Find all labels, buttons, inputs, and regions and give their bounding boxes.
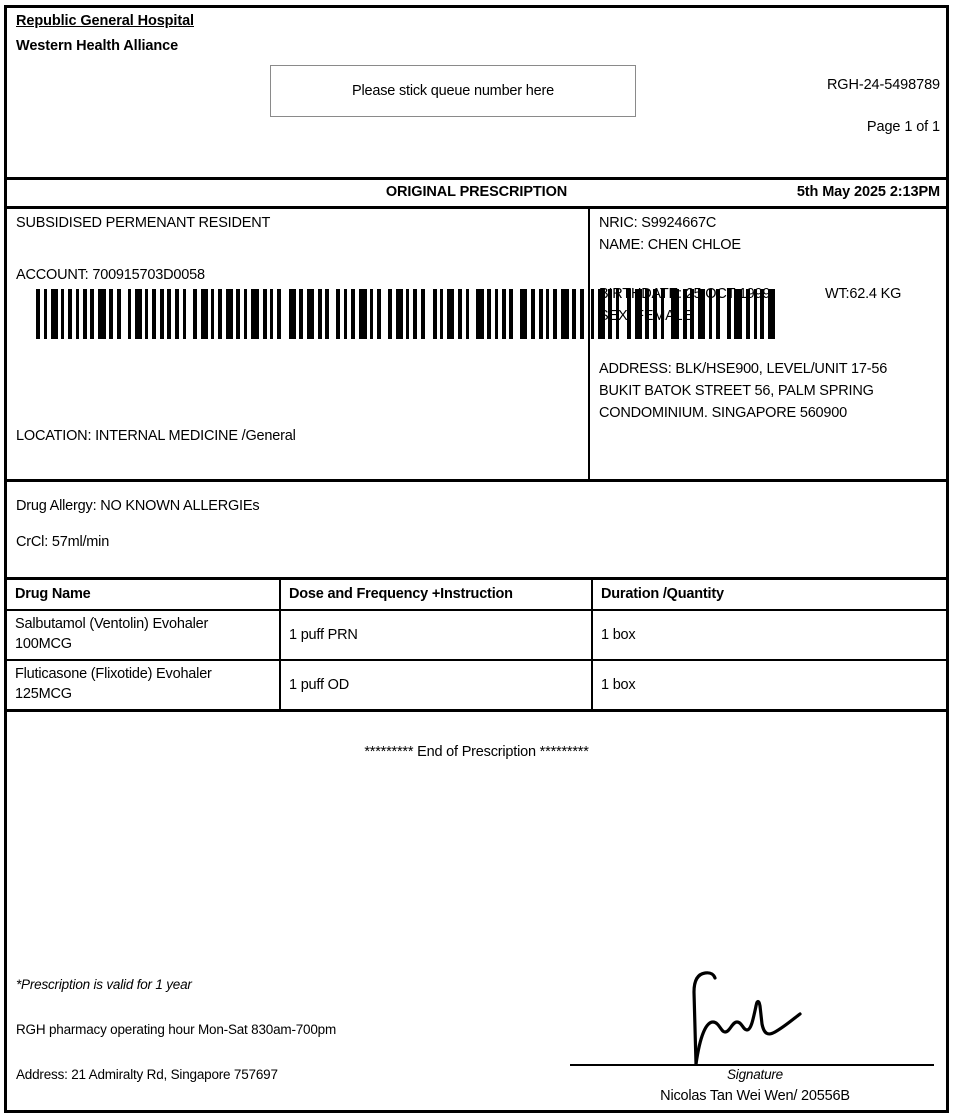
page-indicator: Page 1 of 1 xyxy=(866,119,940,135)
clinic-location: LOCATION: INTERNAL MEDICINE /General xyxy=(16,428,296,444)
prescription-title-strip xyxy=(7,177,946,209)
medication-table xyxy=(7,580,946,712)
validity-note: *Prescription is valid for 1 year xyxy=(16,977,192,993)
document-header xyxy=(7,8,946,177)
alliance-name: Western Health Alliance xyxy=(16,38,179,54)
column-header-duration: Duration /Quantity xyxy=(592,580,946,610)
table-row xyxy=(7,610,946,660)
queue-number-box xyxy=(270,65,636,117)
cell-dose: 1 puff PRN xyxy=(280,610,592,660)
column-header-drug-name: Drug Name xyxy=(7,580,280,610)
table-row xyxy=(7,660,946,709)
patient-name: NAME: CHEN CHLOE xyxy=(599,237,741,253)
patient-information-section xyxy=(7,209,946,482)
prescriber-name: Nicolas Tan Wei Wen/ 20556B xyxy=(660,1088,850,1104)
reference-number: RGH-24-5498789 xyxy=(826,77,940,93)
drug-strength-line: 100MCG xyxy=(15,635,72,652)
cell-duration: 1 box xyxy=(592,610,946,660)
pharmacy-operating-hours: RGH pharmacy operating hour Mon-Sat 830am-700pm xyxy=(16,1022,337,1038)
patient-address-line3: CONDOMINIUM. SINGAPORE 560900 xyxy=(599,405,848,421)
signature-rule xyxy=(570,1064,934,1066)
drug-name-line1: Salbutamol (Ventolin) Evohaler xyxy=(15,616,209,632)
account-number: ACCOUNT: 700915703D0058 xyxy=(16,267,205,283)
patient-address-line1: ADDRESS: BLK/HSE900, LEVEL/UNIT 17-56 xyxy=(599,361,888,377)
prescription-document xyxy=(4,5,949,1113)
pharmacy-address: Address: 21 Admiralty Rd, Singapore 757697 xyxy=(16,1067,278,1083)
cell-drug-name xyxy=(7,660,280,709)
patient-address-line2: BUKIT BATOK STREET 56, PALM SPRING xyxy=(599,383,874,399)
clinical-information-section xyxy=(7,482,946,580)
prescription-datetime: 5th May 2025 2:13PM xyxy=(796,184,940,200)
creatinine-clearance: CrCl: 57ml/min xyxy=(16,534,110,550)
patient-account-panel xyxy=(7,209,590,479)
prescription-footer-section xyxy=(7,712,946,1110)
subsidy-status: SUBSIDISED PERMENANT RESIDENT xyxy=(16,215,271,231)
patient-demographics-panel xyxy=(590,209,946,479)
patient-nric: NRIC: S9924667C xyxy=(599,215,717,231)
drug-allergy: Drug Allergy: NO KNOWN ALLERGIEs xyxy=(16,498,260,514)
patient-sex: SEX: FEMALE xyxy=(599,308,692,324)
cell-dose: 1 puff OD xyxy=(280,660,592,709)
table-header-row xyxy=(7,580,946,610)
queue-number-instruction: Please stick queue number here xyxy=(352,83,554,99)
prescription-type-title: ORIGINAL PRESCRIPTION xyxy=(385,184,568,200)
end-of-prescription-marker: ********* End of Prescription ********* xyxy=(364,744,589,761)
patient-birthdate: BIRTHDATE: 25 OCT 1999 xyxy=(599,286,771,302)
cell-duration: 1 box xyxy=(601,676,636,693)
patient-weight: WT:62.4 KG xyxy=(825,286,902,302)
signature-mark xyxy=(680,966,820,1066)
cell-drug-name xyxy=(7,610,280,660)
drug-name-line1: Fluticasone (Flixotide) Evohaler xyxy=(15,666,212,683)
hospital-name: Republic General Hospital xyxy=(16,13,194,29)
signature-label: Signature xyxy=(727,1067,783,1082)
drug-strength-line: 125MCG xyxy=(15,685,72,702)
column-header-dose: Dose and Frequency +Instruction xyxy=(280,580,592,610)
signature-block xyxy=(570,966,940,1106)
